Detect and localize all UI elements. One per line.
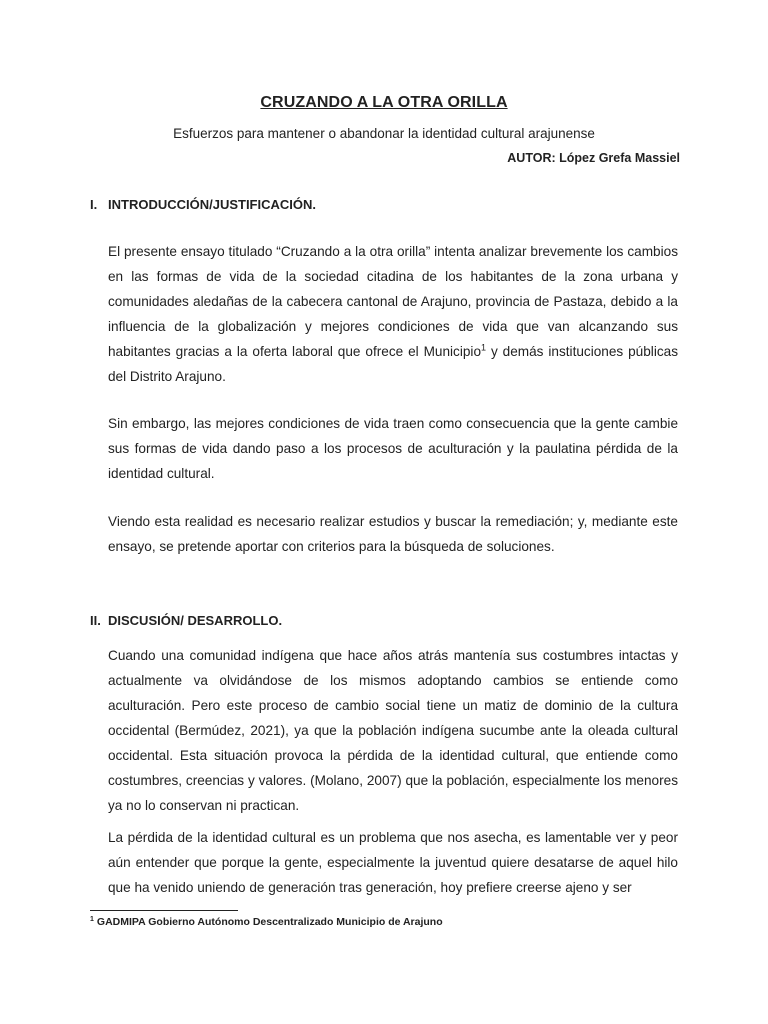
document-title: CRUZANDO A LA OTRA ORILLA xyxy=(260,94,508,111)
section-number: II. xyxy=(90,613,101,628)
footnote-marker: 1 xyxy=(90,915,94,923)
section-title: DISCUSIÓN/ DESARROLLO. xyxy=(108,613,283,628)
paragraph xyxy=(108,239,678,389)
section-number: I. xyxy=(90,197,98,212)
document-subtitle: Esfuerzos para mantener o abandonar la identidad cultural arajunense xyxy=(173,126,595,141)
section-heading-discusion xyxy=(90,613,282,628)
paragraph: Sin embargo, las mejores condiciones de vida traen como consecuencia que la gente cambie sus formas de vida dando paso a los procesos de aculturación y la paulatina pérdida de la identidad cultural. xyxy=(108,416,678,481)
section-heading-introduccion xyxy=(90,197,316,212)
footnote-text: GADMIPA Gobierno Autónomo Descentralizado Municipio de Arajuno xyxy=(96,916,443,928)
paragraph: La pérdida de la identidad cultural es un problema que nos asecha, es lamentable ver y peor aún entender que porque la gente, especialmente la juventud quiere desatarse de aquel hilo que ha venido uniendo de generación tras generación, hoy prefiere creerse ajeno y ser xyxy=(108,830,678,895)
section-title: INTRODUCCIÓN/JUSTIFICACIÓN. xyxy=(108,197,316,212)
footnote-reference: 1 xyxy=(481,342,487,353)
paragraph: Viendo esta realidad es necesario realizar estudios y buscar la remediación; y, mediante este ensayo, se pretende aportar con criterios para la búsqueda de soluciones. xyxy=(108,514,678,554)
paragraph-text: El presente ensayo titulado “Cruzando a la otra orilla” intenta analizar brevemente los cambios en las formas de vida de la sociedad citadina de los habitantes de la zona urbana y comunidades aledañas de la cabecera cantonal de Arajuno, provincia de Pastaza, debido a la influencia de la globalización y mejores condiciones de vida que van alcanzando sus habitantes gracias a la oferta laboral que ofrece el Municipio xyxy=(108,244,678,359)
footnote xyxy=(90,916,443,928)
document-author: AUTOR: López Grefa Massiel xyxy=(507,151,680,165)
paragraph: Cuando una comunidad indígena que hace años atrás mantenía sus costumbres intactas y actualmente va olvidándose de los mismos adoptando cambios se entiende como aculturación. Pero este proceso de cambio social tiene un matiz de dominio de la cultura occidental (Bermúdez, 2021), ya que la población indígena sucumbe ante la oleada cultural occidental. Esta situación provoca la pérdida de la identidad cultural, que entiende como costumbres, creencias y valores. (Molano, 2007) que la población, especialmente los menores ya no lo conservan ni practican. xyxy=(108,648,678,813)
paragraph-text: y demás instituciones públicas del Distrito Arajuno. xyxy=(108,344,678,384)
footnote-divider xyxy=(90,910,238,911)
